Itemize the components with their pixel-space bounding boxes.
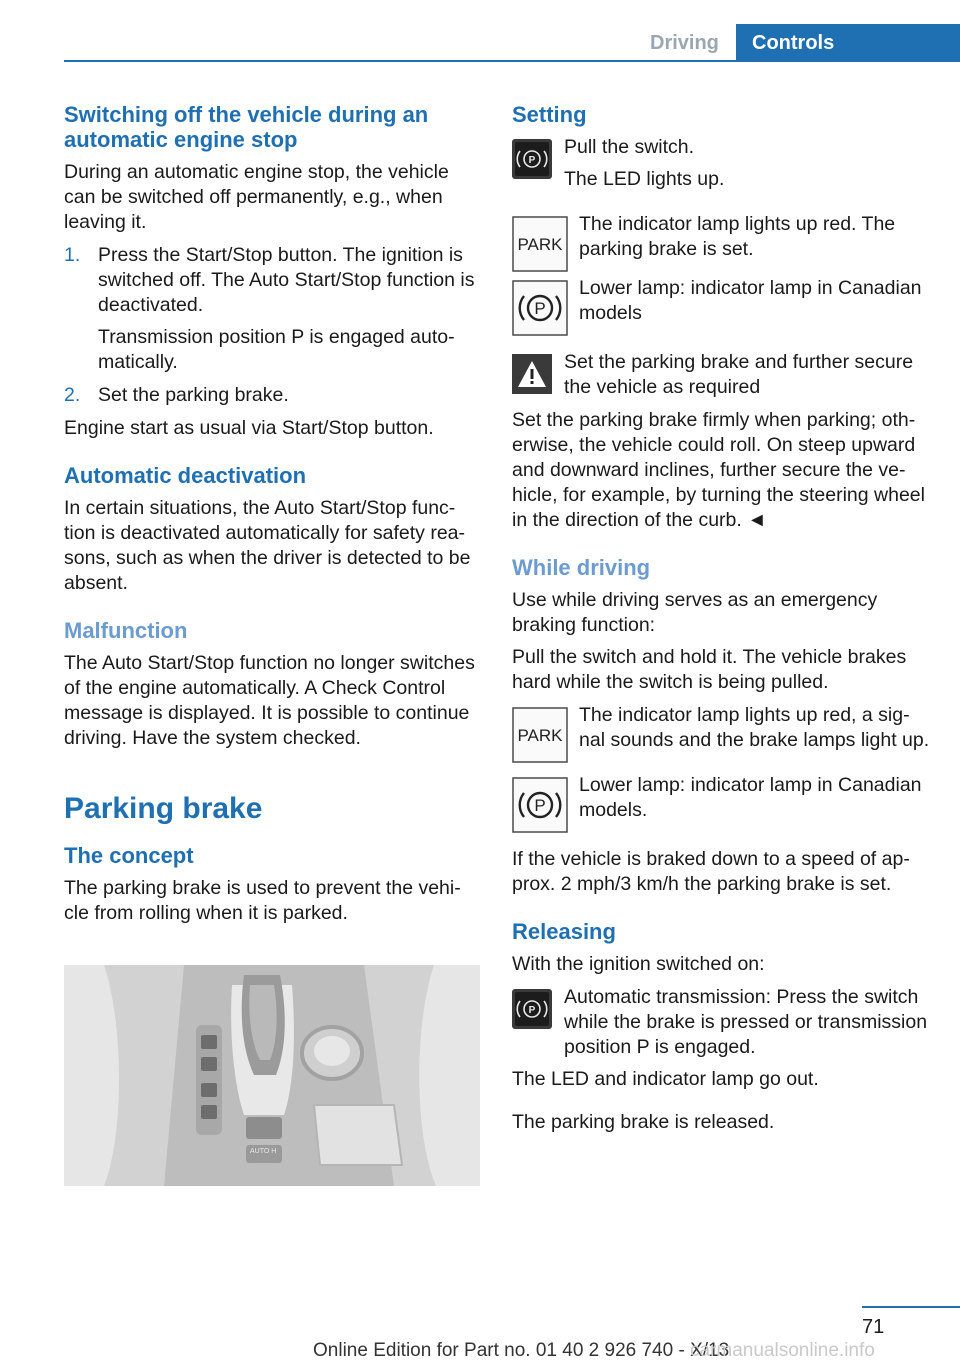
paragraph-engine-start: Engine start as usual via Start/Stop button.	[64, 417, 434, 439]
setting-instruction	[512, 135, 932, 192]
paragraph-auto-deactivation: In certain situations, the Auto Start/Stop func‐tion is deactivated automatically for safety rea‐sons, such as when the driver is detected to be absent.	[64, 497, 471, 594]
step-number: 2.	[64, 384, 81, 406]
paragraph-releasing-3: The LED and indicator lamp go out.	[512, 1068, 819, 1090]
heading-concept: The concept	[64, 843, 194, 868]
parking-brake-switch-icon	[512, 989, 552, 1034]
warning-body: Set the parking brake firmly when parking; oth‐erwise, the vehicle could roll. On steep upward and downward inclines, further secure the ve‐hicle, for example, by turning the steering wheel in the direction of the curb. ◄	[512, 409, 925, 531]
parking-brake-switch-icon	[512, 139, 552, 184]
header-section: Driving	[650, 32, 719, 54]
right-column	[512, 102, 932, 1135]
paragraph-concept: The parking brake is used to prevent the vehi‐cle from rolling when it is parked.	[64, 877, 461, 924]
header-chapter: Controls	[736, 24, 960, 62]
indicator-lamp-red	[512, 212, 932, 270]
step-subtext: Transmission position P is engaged auto‐matically.	[98, 326, 455, 373]
indicator-lamp-red-2	[512, 703, 932, 767]
header-rule	[64, 60, 960, 62]
lamp-canada-2-text: Lower lamp: indicator lamp in Canadian models.	[579, 774, 922, 821]
canadian-p-indicator-icon	[512, 777, 568, 838]
paragraph-while-1: Use while driving serves as an emergency braking function:	[512, 589, 878, 636]
park-indicator-text: PARK	[517, 235, 563, 254]
page-number: 71	[862, 1316, 885, 1338]
paragraph-releasing-4: The parking brake is released.	[512, 1111, 775, 1133]
park-indicator-icon	[512, 216, 568, 277]
heading-while-driving: While driving	[512, 555, 651, 580]
indicator-lamp-canada-2	[512, 773, 932, 835]
park-indicator-icon	[512, 707, 568, 768]
lamp-red-2-text: The indicator lamp lights up red, a sig‐nal sounds and the brake lamps light up.	[579, 704, 930, 751]
setting-step-led: The LED lights up.	[564, 168, 725, 190]
paragraph-while-2: Pull the switch and hold it. The vehicle brakes hard while the switch is being pulled.	[512, 646, 907, 693]
step-text: Set the parking brake.	[98, 384, 289, 406]
step-text: Press the Start/Stop button. The ignition is switched off. The Auto Start/Stop function is deactivated.	[98, 244, 475, 316]
paragraph-braked: If the vehicle is braked down to a speed of ap‐prox. 2 mph/3 km/h the parking brake is set.	[512, 848, 910, 895]
releasing-step-text: Automatic transmission: Press the switch while the brake is pressed or transmission position P is engaged.	[564, 986, 928, 1058]
list-item	[64, 383, 480, 408]
footer-edition: Online Edition for Part no. 01 40 2 926 740 - X/13	[313, 1340, 730, 1361]
watermark: carmanualsonline.info	[690, 1340, 875, 1361]
paragraph-malfunction: The Auto Start/Stop function no longer switches of the engine automatically. A Check Control message is displayed. It is possible to continue driving. Have the system checked.	[64, 652, 475, 749]
warning-title: Set the parking brake and further secure the vehicle as required	[564, 351, 914, 398]
park-indicator-text: PARK	[517, 726, 563, 745]
auto-h-button-label: AUTO H	[250, 1148, 277, 1155]
warning-triangle-icon	[512, 354, 552, 399]
releasing-instruction	[512, 985, 932, 1060]
warning-block	[512, 350, 932, 400]
heading-switch-off: Switching off the vehicle during an automatic engine stop	[64, 102, 429, 152]
list-item	[64, 243, 480, 375]
heading-setting: Setting	[512, 102, 587, 127]
svg-text:P: P	[528, 155, 536, 166]
steps-list	[64, 243, 480, 408]
setting-step-pull: Pull the switch.	[564, 136, 695, 158]
footer-rule	[862, 1306, 960, 1308]
heading-parking-brake: Parking brake	[64, 792, 263, 825]
heading-malfunction: Malfunction	[64, 618, 188, 643]
svg-text:P: P	[528, 1005, 536, 1016]
heading-releasing: Releasing	[512, 919, 616, 944]
heading-auto-deactivation: Automatic deactivation	[64, 463, 307, 488]
indicator-lamp-canada	[512, 276, 932, 338]
lamp-red-text: The indicator lamp lights up red. The parking brake is set.	[579, 213, 896, 260]
canadian-p-indicator-icon	[512, 280, 568, 341]
paragraph-releasing-1: With the ignition switched on:	[512, 953, 765, 975]
step-number: 1.	[64, 244, 81, 266]
lamp-canada-text: Lower lamp: indicator lamp in Canadian models	[579, 277, 922, 324]
center-console-illustration	[64, 965, 480, 1186]
paragraph-switch-off: During an automatic engine stop, the vehicle can be switched off permanently, e.g., when leaving it.	[64, 161, 449, 233]
svg-text:P: P	[534, 796, 546, 815]
left-column	[64, 102, 480, 926]
svg-text:P: P	[534, 299, 546, 318]
